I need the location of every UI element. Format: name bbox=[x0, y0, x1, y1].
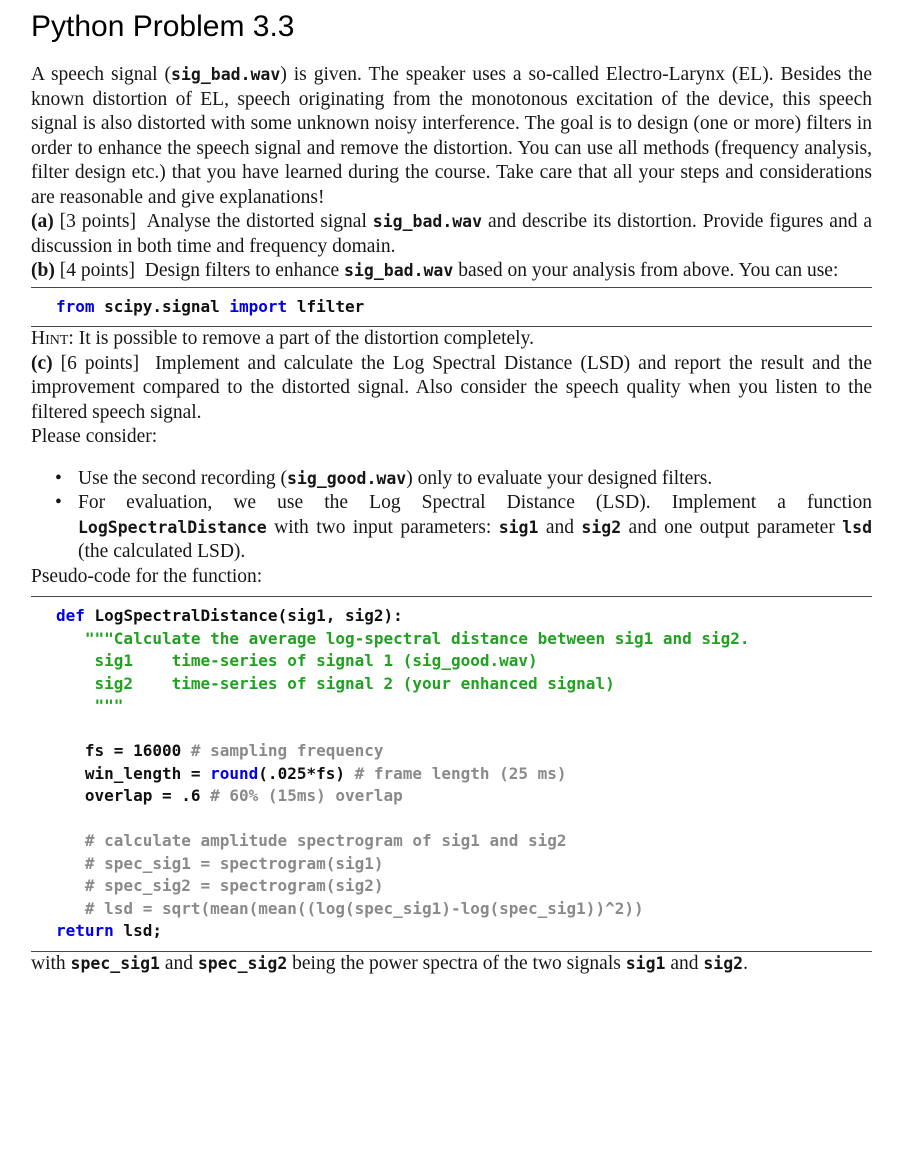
code-line bbox=[56, 740, 872, 763]
text-segment: [3 points] Analyse the distorted signal bbox=[53, 211, 373, 232]
code-token-kw: def bbox=[56, 606, 85, 625]
consider-list bbox=[31, 467, 872, 565]
code-token-pln: scipy.signal bbox=[94, 296, 230, 316]
intro-paragraph bbox=[31, 63, 872, 210]
text-segment: and one output parameter bbox=[621, 516, 843, 538]
pseudo-code-label: Pseudo-code for the function: bbox=[31, 565, 263, 587]
text-segment: and describe its distortion. Provide figures and a discussion in both time and frequency domain. bbox=[31, 211, 872, 257]
text-segment: based on your analysis from above. You can use: bbox=[453, 260, 839, 281]
page-title: Python Problem 3.3 bbox=[31, 10, 295, 43]
text-segment: ) is given. The speaker uses a so-called Electro-Larynx (EL). Besides the known distortion of EL, speech originating from the monotonous excitation of the device, this speech signal is also distorted with some unknown noisy interference. The goal is to design (one or more) filters in order to enhance the speech signal and remove the distortion. You can use all methods (frequency analysis, filter design etc.) that you have learned during the course. Take care that all your steps and considerations are reasonable and give explanations! bbox=[31, 64, 872, 208]
inline-code: sig2 bbox=[581, 517, 622, 537]
code-line bbox=[56, 853, 872, 876]
inline-code: sig_good.wav bbox=[287, 468, 407, 488]
code-token-pln: lfilter bbox=[287, 296, 365, 316]
code-token-kw: round bbox=[210, 763, 259, 783]
bullet-icon: • bbox=[55, 492, 62, 513]
code-token-com: # calculate amplitude spectrogram of sig1 and sig2 bbox=[56, 831, 567, 850]
inline-code: sig2 bbox=[703, 953, 744, 973]
text-segment: . bbox=[743, 952, 748, 974]
text-segment: with bbox=[31, 952, 71, 974]
text-segment: ) only to evaluate your designed filters. bbox=[406, 467, 713, 489]
text-segment: For evaluation, we use the Log Spectral Distance (LSD). Implement a function bbox=[78, 492, 872, 513]
code-line bbox=[56, 763, 872, 786]
text-segment: (a) bbox=[31, 211, 54, 232]
inline-code: lsd bbox=[842, 517, 873, 537]
code-token-str: sig1 time-series of signal 1 (sig_good.wav) bbox=[56, 651, 538, 670]
code-token-com: # 60% (15ms) overlap bbox=[210, 786, 403, 805]
inline-code: spec_sig2 bbox=[197, 953, 288, 973]
code-line bbox=[56, 695, 872, 718]
code-token-com: # lsd = sqrt(mean(mean((log(spec_sig1)-log(spec_sig1))^2)) bbox=[56, 898, 644, 918]
text-segment: It is possible to remove a part of the distortion completely. bbox=[73, 328, 534, 349]
list-item bbox=[55, 467, 872, 492]
code-token-com: # frame length (25 ms) bbox=[354, 763, 567, 783]
text-segment: (the calculated LSD). bbox=[78, 541, 246, 562]
code-token-str: """Calculate the average log-spectral distance between sig1 and sig2. bbox=[56, 628, 750, 648]
code-line bbox=[56, 785, 872, 808]
code-line bbox=[56, 605, 872, 628]
code-line bbox=[56, 830, 872, 853]
code-line bbox=[56, 808, 872, 831]
please-consider-label: Please consider: bbox=[31, 426, 158, 447]
bullet-icon: • bbox=[55, 467, 62, 489]
inline-code: sig_bad.wav bbox=[344, 261, 454, 280]
code-token-pln: overlap = .6 bbox=[56, 786, 211, 805]
code-token-pln: fs = 16000 bbox=[56, 741, 191, 760]
code-token-pln: win_length = bbox=[56, 763, 211, 783]
part-a-paragraph bbox=[31, 210, 872, 259]
code-token-com: # sampling frequency bbox=[190, 741, 384, 760]
inline-code: sig1 bbox=[498, 517, 539, 537]
text-segment: (c) bbox=[31, 352, 53, 374]
code-line bbox=[56, 628, 872, 651]
code-block-lsd bbox=[31, 596, 872, 952]
code-token-com: # spec_sig1 = spectrogram(sig1) bbox=[56, 853, 384, 873]
list-item bbox=[55, 491, 873, 565]
text-segment: with two input parameters: bbox=[266, 516, 499, 538]
inline-code: sig1 bbox=[625, 953, 666, 973]
text-segment: Hint: bbox=[31, 328, 74, 349]
code-token-str: """ bbox=[56, 696, 124, 715]
text-segment: [6 points] Implement and calculate the Log Spectral Distance (LSD) and report the result and the improvement compared to the distorted signal. Also consider the speech quality when you listen to the filtered speech signal. bbox=[31, 352, 872, 423]
code-line bbox=[56, 898, 872, 921]
code-block-import bbox=[31, 287, 872, 328]
code-token-pln: LogSpectralDistance(sig1, sig2): bbox=[84, 606, 403, 625]
footer-paragraph bbox=[31, 952, 872, 977]
code-line bbox=[56, 296, 872, 319]
code-token-com: # spec_sig2 = spectrogram(sig2) bbox=[56, 876, 384, 895]
text-segment: [4 points] Design filters to enhance bbox=[54, 260, 345, 281]
text-segment: and bbox=[665, 952, 704, 974]
text-segment: being the power spectra of the two signals bbox=[287, 952, 626, 974]
code-token-kw: import bbox=[229, 296, 288, 316]
code-token-pln: lsd; bbox=[113, 921, 162, 940]
text-segment: and bbox=[159, 952, 198, 974]
inline-code: sig_bad.wav bbox=[171, 65, 281, 84]
code-line bbox=[56, 920, 872, 943]
inline-code: spec_sig1 bbox=[70, 953, 160, 973]
part-b-paragraph bbox=[31, 259, 872, 284]
code-token-str: sig2 time-series of signal 2 (your enhanced signal) bbox=[56, 673, 615, 693]
inline-code: LogSpectralDistance bbox=[78, 517, 267, 537]
code-line bbox=[56, 875, 872, 898]
code-token-pln: (.025*fs) bbox=[258, 763, 355, 783]
hint-paragraph bbox=[31, 327, 872, 352]
text-segment: and bbox=[538, 516, 582, 538]
part-c-paragraph bbox=[31, 352, 872, 426]
text-segment: A speech signal ( bbox=[31, 64, 172, 85]
code-line bbox=[56, 673, 872, 696]
code-line bbox=[56, 650, 872, 673]
text-segment: Use the second recording ( bbox=[78, 467, 288, 489]
code-token-kw: return bbox=[56, 921, 114, 940]
inline-code: sig_bad.wav bbox=[372, 212, 483, 231]
code-token-kw: from bbox=[56, 296, 95, 316]
text-segment: (b) bbox=[31, 260, 55, 281]
code-line bbox=[56, 718, 872, 741]
